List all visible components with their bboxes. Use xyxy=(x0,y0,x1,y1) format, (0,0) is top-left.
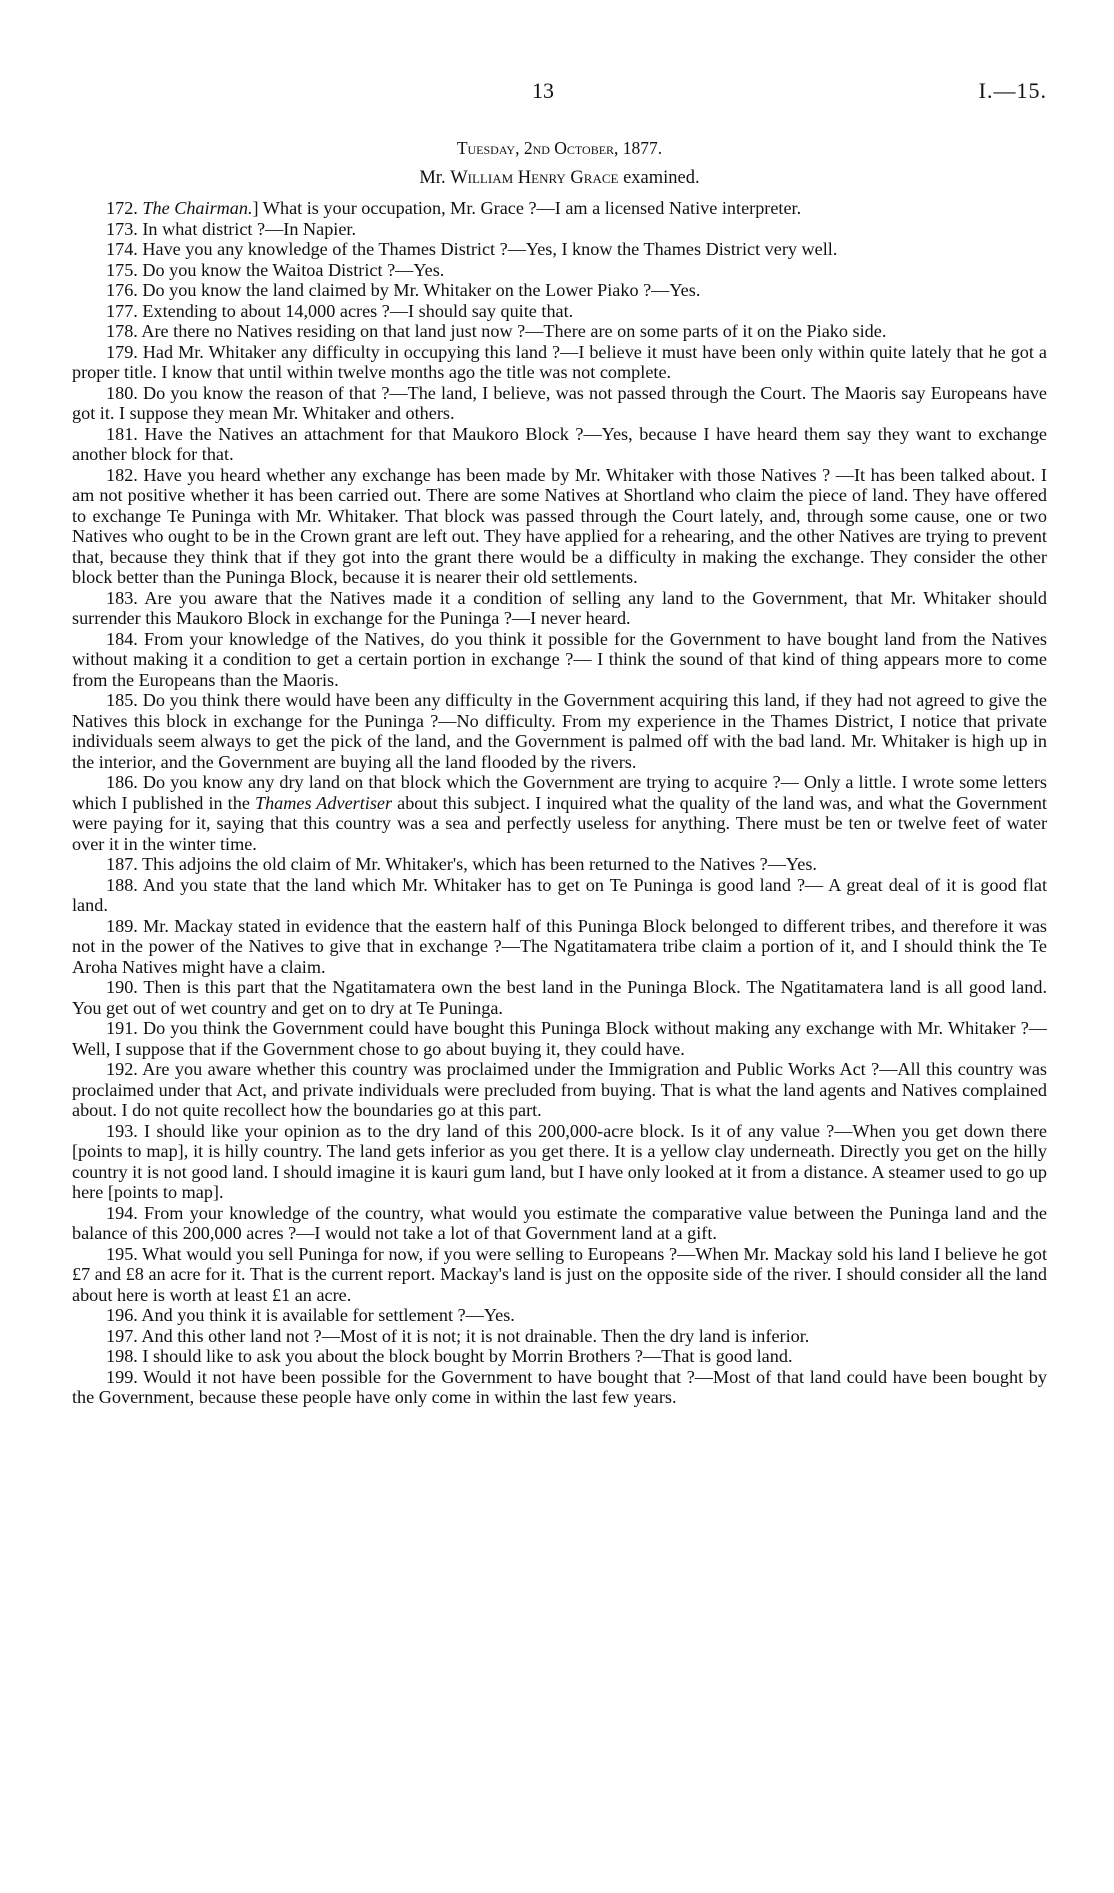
question-181: 181. Have the Natives an attachment for that Maukoro Block ?—Yes, because I have heard them say they want to exchange another block for that. xyxy=(72,423,1047,464)
question-180: 180. Do you know the reason of that ?—The land, I believe, was not passed through the Court. The Maoris say Europeans have got it. I suppose they mean Mr. Whitaker and others. xyxy=(72,382,1047,423)
session-date: Tuesday, 2nd October, 1877. xyxy=(456,138,663,158)
testimony-body xyxy=(72,198,1047,1408)
question-186-before: 186. Do you know any dry land on that block which the Government are trying to acquire ?— Only a little. I wrote some letters which I published in the xyxy=(72,772,1047,813)
question-189: 189. Mr. Mackay stated in evidence that the eastern half of this Puninga Block belonged to different tribes, and therefore it was not in the power of the Natives to give that in exchange ?—The Ngatitamatera tribe claim a portion of it, and I should think the Te Aroha Natives might have a claim. xyxy=(72,915,1047,977)
question-195: 195. What would you sell Puninga for now, if you were selling to Europeans ?—When Mr. Mackay sold his land I believe he got £7 and £8 an acre for it. That is the current report. Mackay's land is just on the opposite side of the river. I should consider all the land about here is worth at least £1 an acre. xyxy=(72,1243,1047,1305)
question-185: 185. Do you think there would have been any difficulty in the Government acquiring this land, if they had not agreed to give the Natives this block in exchange for the Puninga ?—No difficulty. From my experience in the Thames District, I notice that private individuals seem always to get the pick of the land, and the Government is palmed off with the bad land. Mr. Whitaker is high up in the interior, and the Government are buying all the land flooded by the rivers. xyxy=(72,690,1047,772)
question-172 xyxy=(72,198,1047,219)
speaker-label: The Chairman. xyxy=(142,198,253,218)
question-178: 178. Are there no Natives residing on that land just now ?—There are on some parts of it on the Piako side. xyxy=(106,321,887,341)
witness-name: William Henry Grace xyxy=(450,168,619,188)
page-header xyxy=(72,72,1047,118)
question-197: 197. And this other land not ?—Most of it is not; it is not drainable. Then the dry land is inferior. xyxy=(106,1325,810,1346)
witness-prefix: Mr. xyxy=(419,168,446,188)
page-number: 13 xyxy=(532,78,554,103)
question-text: ] What is your occupation, Mr. Grace ?—I am a licensed Native interpreter. xyxy=(252,198,802,218)
witness-heading xyxy=(72,166,1047,190)
question-186-after: about this subject. I inquired what the quality of the land was, and what the Government were paying for it, saying that this country was a sea and perfectly useless for anything. There must be ten or twelve feet of water over it in the winter time. xyxy=(72,792,1047,854)
question-183: 183. Are you aware that the Natives made it a condition of selling any land to the Government, that Mr. Whitaker should surrender this Maukoro Block in exchange for the Puninga ?—I never heard. xyxy=(72,587,1047,628)
question-182: 182. Have you heard whether any exchange has been made by Mr. Whitaker with those Natives ? —It has been talked about. I am not positive whether it has been carried out. There are some Natives at Shortland who claim the piece of land. They have offered to exchange Te Puninga with Mr. Whitaker. That block was passed through the Court lately, and, through some cause, one or two Natives who ought to be in the Crown grant are left out. They have applied for a rehearing, and the other Natives are trying to prevent that, because they think that if they got into the grant there would be a difficulty in making the exchange. They consider the other block better than the Puninga Block, because it is nearer their old settlements. xyxy=(72,464,1047,587)
document-page xyxy=(72,72,1047,1408)
question-198: 198. I should like to ask you about the block bought by Morrin Brothers ?—That is good land. xyxy=(106,1346,793,1366)
question-196: 196. And you think it is available for settlement ?—Yes. xyxy=(106,1305,515,1325)
question-number: 172. xyxy=(106,198,138,218)
question-176: 176. Do you know the land claimed by Mr. Whitaker on the Lower Piako ?—Yes. xyxy=(106,280,701,300)
question-192: 192. Are you aware whether this country was proclaimed under the Immigration and Public Works Act ?—All this country was proclaimed under that Act, and private individuals were precluded from buying. That is what the land agents and Natives complained about. I do not quite recollect how the boundaries go at this part. xyxy=(72,1059,1047,1120)
question-175: 175. Do you know the Waitoa District ?—Yes. xyxy=(106,259,445,280)
question-184: 184. From your knowledge of the Natives, do you think it possible for the Government to have bought land from the Natives without making it a condition to get a certain portion in exchange ?— I think the sound of that kind of thing appears more to come from the Europeans than the Maoris. xyxy=(72,628,1047,690)
question-174: 174. Have you any knowledge of the Thames District ?—Yes, I know the Thames District very well. xyxy=(106,239,838,259)
question-190: 190. Then is this part that the Ngatitamatera own the best land in the Puninga Block. The Ngatitamatera land is all good land. You get out of wet country and get on to dry at Te Puninga. xyxy=(72,977,1047,1018)
question-177: 177. Extending to about 14,000 acres ?—I should say quite that. xyxy=(106,300,574,321)
question-187: 187. This adjoins the old claim of Mr. Whitaker's, which has been returned to the Natives ?—Yes. xyxy=(106,854,817,874)
question-186 xyxy=(72,772,1047,854)
question-199: 199. Would it not have been possible for the Government to have bought that ?—Most of that land could have been bought by the Government, because these people have only come in within the last few years. xyxy=(72,1366,1047,1407)
question-191: 191. Do you think the Government could have bought this Puninga Block without making any exchange with Mr. Whitaker ?—Well, I suppose that if the Government chose to go about buying it, they could have. xyxy=(72,1018,1047,1059)
question-173: 173. In what district ?—In Napier. xyxy=(106,218,357,239)
document-reference: I.—15. xyxy=(978,78,1047,103)
question-179: 179. Had Mr. Whitaker any difficulty in occupying this land ?—I believe it must have been only within quite lately that he got a proper title. I know that until within twelve months ago the title was not complete. xyxy=(72,341,1047,382)
witness-suffix: examined. xyxy=(623,168,700,188)
question-194: 194. From your knowledge of the country, what would you estimate the comparative value between the Puninga land and the balance of this 200,000 acres ?—I would not take a lot of that Government land at a gift. xyxy=(72,1202,1047,1243)
publication-title: Thames Advertiser xyxy=(254,792,393,813)
question-188: 188. And you state that the land which Mr. Whitaker has to get on Te Puninga is good land ?— A great deal of it is good flat land. xyxy=(72,874,1047,915)
question-193: 193. I should like your opinion as to the dry land of this 200,000-acre block. Is it of any value ?—When you get down there [points to map], it is hilly country. The land gets inferior as you get there. It is a yellow clay underneath. Directly you get on the hilly country it is not good land. I should imagine it is kauri gum land, but I have only looked at it from a distance. A steamer used to go up here [points to map]. xyxy=(72,1120,1047,1202)
